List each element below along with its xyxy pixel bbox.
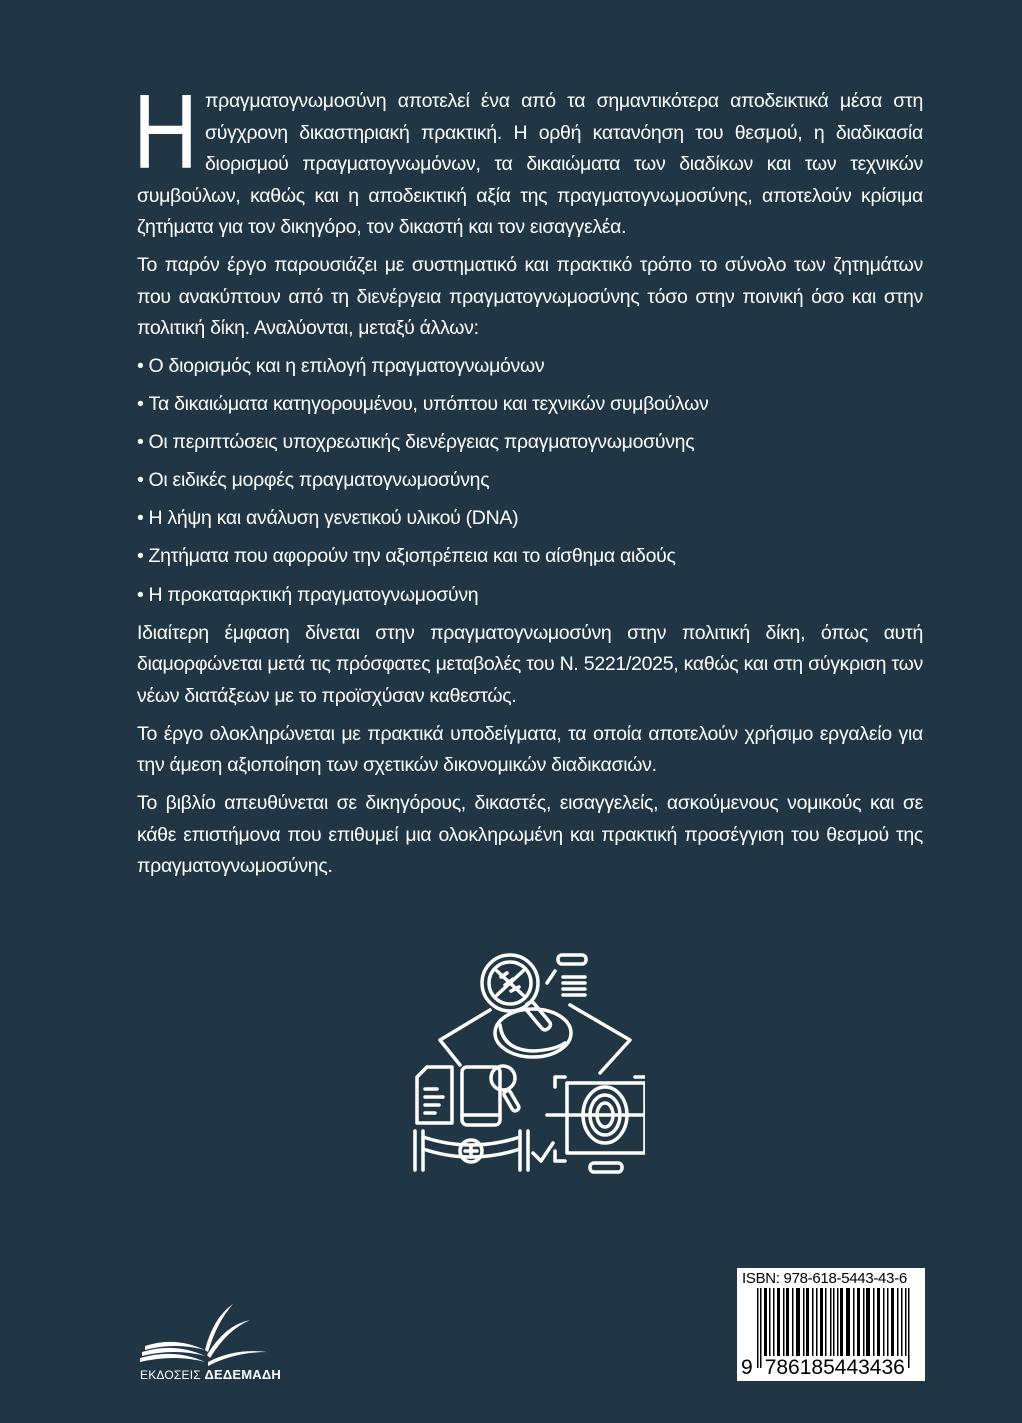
topic-item: • Τα δικαιώματα κατηγορουμένου, υπόπτου και τεχνικών συμβούλων — [137, 389, 923, 421]
notes-icon — [547, 955, 586, 995]
fingerprint-scanner-icon — [547, 1077, 645, 1172]
crime-scene-tape-icon — [415, 1131, 528, 1170]
paragraph-templates: Το έργο ολοκληρώνεται με πρακτικά υποδείγματα, τα οποία αποτελούν χρήσιμο εργαλείο για την άμεση αξιοποίηση των σχετικών δικονομικών διαδικασιών. — [137, 722, 923, 777]
paragraph-emphasis: Ιδιαίτερη έμφαση δίνεται στην πραγματογνωμοσύνη στην πολιτική δίκη, όπως αυτή διαμορφώνεται μετά τις πρόσφατες μεταβολές του Ν. 5221/2025, καθώς και στη σύγκριση των νέων διατάξεων με το προϊσχύσαν καθεστώς. — [137, 621, 923, 707]
topic-item: • Ζητήματα που αφορούν την αξιοπρέπεια και το αίσθημα αιδούς — [137, 541, 923, 573]
topics-list — [137, 351, 923, 611]
intro-paragraph — [133, 73, 923, 244]
isbn-barcode — [737, 1268, 925, 1381]
topic-item: • Η προκαταρκτική πραγματογνωμοσύνη — [137, 580, 923, 612]
connector-left — [440, 1010, 490, 1065]
barcode-number — [741, 1357, 907, 1379]
paragraph-scope: Το παρόν έργο παρουσιάζει με συστηματικό και πρακτικό τρόπο το σύνολο των ζητημάτων που ανακύπτουν από τη διενέργεια πραγματογνωμοσύνης τόσο στην ποινική όσο και στην πολιτική δίκη. Αναλύονται, μεταξύ άλλων: — [137, 254, 923, 339]
drop-cap: Η — [133, 73, 198, 191]
publisher-name-bold: ΔΕΔΕΜΑΔΗ — [204, 1367, 282, 1382]
connector-right — [570, 1005, 630, 1073]
isbn-label: ISBN: 978-618-5443-43-6 — [742, 1270, 907, 1287]
topic-item: • Οι ειδικές μορφές πραγματογνωμοσύνης — [137, 465, 923, 497]
intro-text: πραγματογνωμοσύνη αποτελεί ένα από τα σημαντικότερα αποδεικτικά μέσα στη σύγχρονη δικαστηριακή πρακτική. Η ορθή κατανόηση του θεσμού, η διαδικασία διορισμού πραγματογνωμόνων, τα δικαιώματα των διαδίκων και των τεχνικών συμβούλων, καθώς και η αποδεικτική αξία της πραγματογνωμοσύνης, αποτελούν κρίσιμα ζητήματα για τον δικηγόρο, τον δικαστή και τον εισαγγελέα. — [137, 90, 923, 238]
tablet-search-icon — [462, 1066, 520, 1125]
publisher-name-regular: ΕΚΔΟΣΕΙΣ — [140, 1368, 201, 1382]
barcode-digits: 786185443436 — [764, 1356, 905, 1379]
checkmark-icon — [533, 1143, 553, 1161]
publisher-name — [140, 1367, 281, 1382]
forensic-investigation-icon — [405, 945, 645, 1175]
document-icon — [417, 1067, 452, 1123]
topic-item: • Η λήψη και ανάλυση γενετικού υλικού (DNA) — [137, 503, 923, 535]
topic-item: • Οι περιπτώσεις υποχρεωτικής διενέργειας πραγματογνωμοσύνης — [137, 427, 923, 459]
back-cover-text — [133, 73, 923, 889]
dna-magnifier-icon — [482, 955, 552, 1031]
topic-item: • Ο διορισμός και η επιλογή πραγματογνωμόνων — [137, 351, 923, 383]
paragraph-audience: Το βιβλίο απευθύνεται σε δικηγόρους, δικαστές, εισαγγελείς, ασκούμενους νομικούς και σε κάθε επιστήμονα που επιθυμεί μια ολοκληρωμένη και πρακτική προσέγγιση του θεσμού της πραγματογνωμοσύνης. — [137, 792, 923, 878]
barcode-first-digit: 9 — [741, 1356, 753, 1379]
